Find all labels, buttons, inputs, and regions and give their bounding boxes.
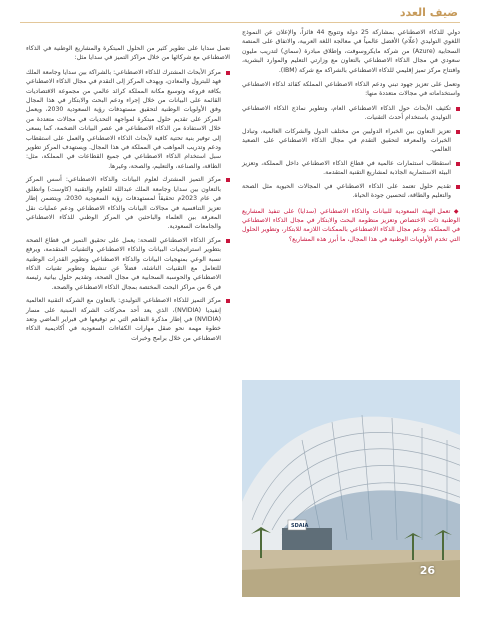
left-column xyxy=(26,44,230,349)
diamond-icon: ◆ xyxy=(450,207,460,215)
list-item: مركز الأبحاث المشترك للذكاء الاصطناعي: بالشراكة بين سدايا وجامعة الملك فهد للبترول والمعادن، ويهدف المركز إلى التقدم في مجال الذكاء الاصطناعي بكافة فروعه وتوسيع مكانة المملكة كرائد عالمي من مجموعة الاقتصاديات القائمة على البيانات من خلال إجراء ودعم البحث والابتكار في هذا المجال وفق الأولويات الوطنية لتحقيق مستهدفات رؤية السعودية 2030، ويعمل المركز على تقديم حلول مبتكرة لمواجهة التحديات في مجالات متعددة من خلال الاستفادة من الذكاء الاصطناعي في عصر البيانات الضخمة، كما يسعى إلى توفير بنية تحتية كافية لأبحاث الذكاء الاصطناعي والعمل على استقطاب ودعم وتدريب المواهب في المملكة في هذا المجال. ويستهدف المركز تطوير سبل استخدام الذكاء الاصطناعي في جميع القطاعات في المملكة، مثل: الطاقة، والصناعة، والتعليم، والصحة، وغيرها. xyxy=(26,68,230,171)
list-item: مركز التميز المشترك لعلوم البيانات والذكاء الاصطناعي: أسس المركز بالتعاون بين سدايا وجامعة الملك عبدالله للعلوم والتقنية (كاوست) وانطلق في عام 2023م تحقيقاً لمستهدفات رؤية السعودية 2030، ويتضمن إطار تعزيز التنافسية في مجالات البيانات والذكاء الاصطناعي ودعم عمليات نقل المعرفة بين العلماء والباحثين في المركز الوطني للذكاء الاصطناعي والجامعات السعودية. xyxy=(26,175,230,231)
interview-question-text: تعمل الهيئة السعودية للبيانات والذكاء الاصطناعي (سدايا) على تنفيذ المشاريع الوطنية ذات الاختصاص وتعزيز منظومة البحث والابتكار في مجال الذكاء الاصطناعي في المملكة، ودعم مجال الذكاء الاصطناعي بالممكنات اللازمة للابتكار، وتطوير الحلول التي تخدم الأولويات الوطنية في هذا المجال، ما أبرز هذه المشاريع؟ xyxy=(242,207,460,243)
list-item: تكثيف الأبحاث حول الذكاء الاصطناعي العام، وتطوير نماذج الذكاء الاصطناعي التوليدي باستخدام أحدث التقنيات. xyxy=(242,104,460,123)
list-item: مركز التميز للذكاء الاصطناعي التوليدي: بالتعاون مع الشركة التقنية العالمية إنفيديا (NVIDIA)، الذي يعد أحد محركات الشركة المبنية على مسار (NVIDIA) في إطار مذكرة التفاهم التي تم توقيعها في فبراير الماضي وتعد خطوة مهمة نحو صقل مهارات الكفاءات السعودية في أكاديمية الذكاء الاصطناعي من خلال برامج وخبرات xyxy=(26,296,230,343)
sdaia-sign: SDAIA xyxy=(291,523,309,529)
list-item: تقديم حلول تعتمد على الذكاء الاصطناعي في المجالات الحيوية مثل الصحة والتعليم والطاقة، لتحسين جودة الحياة. xyxy=(242,182,460,201)
building-photo xyxy=(242,380,460,597)
right-bullet-list xyxy=(242,104,460,201)
page-number: 26 xyxy=(419,564,435,577)
right-lead-paragraph: وتعمل على تعزيز جهود تبني ودعم الذكاء الاصطناعي المملكة كقائد لذكاء الاصطناعي واستخداماته في مجالات متعددة منها: xyxy=(242,81,460,98)
section-title: ضيف العدد xyxy=(399,6,458,19)
list-item: تعزيز التعاون بين الخبراء الدوليين من مختلف الدول والشركات العالمية، وتبادل الخبرات والمعرفة لتحقيق التقدم في مجال الذكاء الاصطناعي على الصعيد العالمي. xyxy=(242,127,460,155)
left-bullet-list xyxy=(26,68,230,343)
interview-question xyxy=(242,207,460,245)
right-intro-paragraph: دولي للذكاء الاصطناعي بمشاركة 25 دولة وتتويج 44 فائزاً، والإعلان عن النموذج اللغوي التوليدي (علّام) الأفضل عالمياً في معالجة اللغة العربية، والاتفاق على المنصة السحابية (Azure) من شركة مايكروسوفت، وإطلاق مبادرة (سماي) لتدريب مليون سعودي في مجال الذكاء الاصطناعي بالتعاون مع وزارتي التعليم والموارد البشرية، وافتتاح مركز تميز إقليمي للذكاء الاصطناعي بالشراكة مع شركة (IBM). xyxy=(242,29,461,74)
list-item: مركز الذكاء الاصطناعي للصحة: يعمل على تحقيق التميز في قطاع الصحة بتطوير استراتيجيات البيانات والذكاء الاصطناعي والتقنيات المتقدمة، ويرفع نسبة الوعي بمنهجيات البيانات والذكاء الاصطناعي وتطوير القدرات الوطنية للتعامل مع التقنيات الناشئة، فضلاً عن تنشيط وتطوير تقنيات الذكاء الاصطناعي والحوسبة السحابية في مجال الصحة، وتقديم حلول بيانية رئيسة في 6 من مراكز البحث المختصة بمجال الذكاء الاصطناعي والصحة. xyxy=(26,236,230,292)
header-divider xyxy=(20,22,460,23)
list-item: استقطاب استثمارات عالمية في قطاع الذكاء الاصطناعي داخل المملكة، وتعزيز البيئة الاستثمارية الجاذبة لمشاريع التقنية المتقدمة. xyxy=(242,159,460,178)
right-column xyxy=(242,28,460,249)
left-intro-paragraph: تعمل سدايا على تطوير كثير من الحلول المبتكرة والمشاريع الوطنية في الذكاء الاصطناعي مع شركائها من خلال مراكز التميز في سدايا مثل: xyxy=(26,45,230,62)
